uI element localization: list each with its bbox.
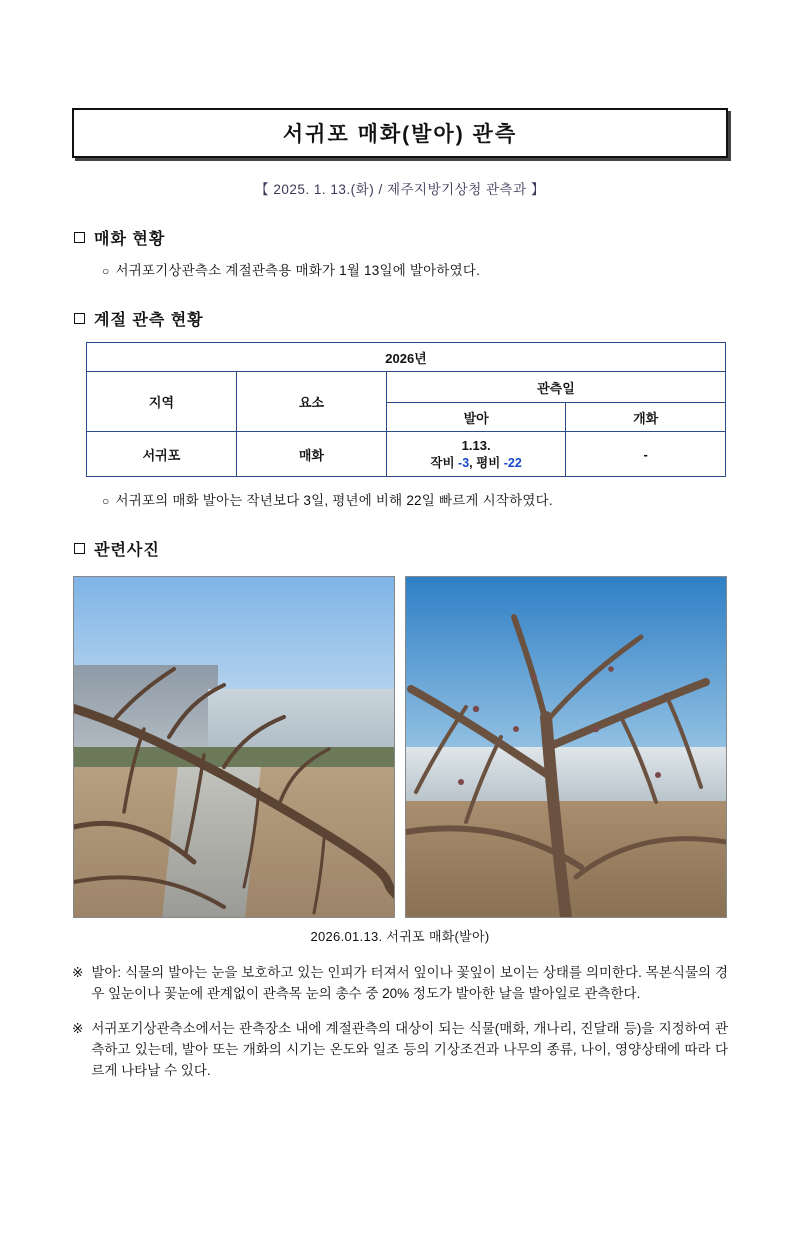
photo-gallery <box>72 576 728 918</box>
section-title-photos: 관련사진 <box>94 542 160 559</box>
footnotes <box>72 963 728 1082</box>
footnote-text: 발아: 식물의 발아는 눈을 보호하고 있는 인피가 터져서 잎이나 꽃잎이 보이는 상태를 의미한다. 목본식물의 경우 잎눈이나 꽃눈에 관계없이 관측목 눈의 총수 중 20% 정도가 발아한 날을 발아일로 관측한다. <box>91 965 728 1001</box>
square-bullet-icon <box>74 543 85 554</box>
footnote-item <box>72 1019 728 1082</box>
section-heading-observation <box>74 307 728 330</box>
section-title-observation: 계절 관측 현황 <box>94 312 204 329</box>
compare-last-label: 작비 <box>430 455 455 470</box>
photo-left-branches-icon <box>74 577 394 917</box>
section-heading-status <box>74 226 728 249</box>
table-col-element: 요소 <box>236 372 386 432</box>
cell-region: 서귀포 <box>87 432 237 477</box>
page-title: 서귀포 매화(발아) 관측 <box>282 123 518 146</box>
table-col-bud: 발아 <box>386 403 565 432</box>
cell-bud-date: 1.13. <box>461 437 491 453</box>
table-row <box>87 343 726 372</box>
status-bullet-text: 서귀포기상관측소 계절관측용 매화가 1월 13일에 발아하였다. <box>115 263 481 278</box>
table-row <box>87 372 726 403</box>
circle-bullet-icon: ○ <box>102 494 110 508</box>
document-subtitle: 【 2025. 1. 13.(화) / 제주지방기상청 관측과 】 <box>255 182 545 197</box>
section-heading-photos <box>74 537 728 560</box>
circle-bullet-icon: ○ <box>102 264 110 278</box>
compare-last-value: -3 <box>458 455 470 470</box>
photo-right <box>405 576 727 918</box>
photo-caption: 2026.01.13. 서귀포 매화(발아) <box>310 929 490 944</box>
observation-table <box>86 342 726 477</box>
cell-bud-compare <box>389 453 563 471</box>
cell-bud <box>386 432 565 477</box>
square-bullet-icon <box>74 313 85 324</box>
table-col-region: 지역 <box>87 372 237 432</box>
cell-bloom: - <box>566 432 726 477</box>
table-col-obs-date: 관측일 <box>386 372 725 403</box>
observation-bullet-text: 서귀포의 매화 발아는 작년보다 3일, 평년에 비해 22일 빠르게 시작하였다. <box>115 493 553 508</box>
table-col-bloom: 개화 <box>566 403 726 432</box>
footnote-text: 서귀포기상관측소에서는 관측장소 내에 계절관측의 대상이 되는 식물(매화, 개나리, 진달래 등)을 지정하여 관측하고 있는데, 발아 또는 개화의 시기는 온도와 일조 등의 기상조건과 나무의 종류, 나이, 영양상태에 따라 다르게 나타날 수 있다. <box>91 1020 728 1078</box>
compare-normal-label: 평비 <box>476 455 501 470</box>
footnote-mark-icon: ※ <box>72 1020 84 1036</box>
table-year-header: 2026년 <box>87 343 726 372</box>
square-bullet-icon <box>74 232 85 243</box>
footnote-mark-icon: ※ <box>72 965 84 980</box>
compare-separator: , <box>469 455 477 470</box>
photo-right-branches-icon <box>406 577 726 917</box>
title-box <box>72 108 728 158</box>
status-bullet <box>102 259 728 279</box>
table-row <box>87 432 726 477</box>
cell-element: 매화 <box>236 432 386 477</box>
compare-normal-value: -22 <box>503 455 522 470</box>
photo-left <box>73 576 395 918</box>
observation-bullet <box>102 489 728 509</box>
footnote-item <box>72 963 728 1005</box>
section-title-status: 매화 현황 <box>94 231 166 248</box>
document-page <box>0 108 800 1246</box>
